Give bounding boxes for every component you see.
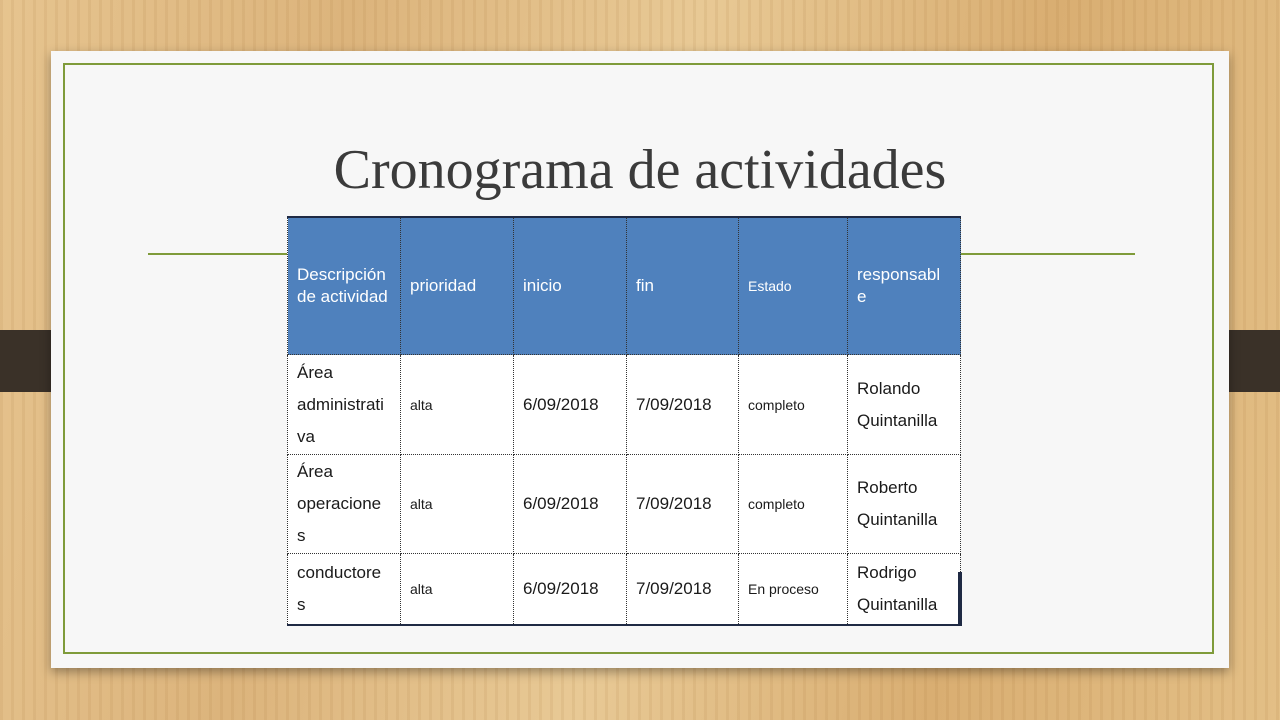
table-row [288,355,961,455]
header-estado: Estado [739,217,848,355]
cell-fin: 7/09/2018 [627,455,739,554]
cell-estado: completo [739,355,848,455]
cell-fin: 7/09/2018 [627,554,739,626]
table-header-row [288,217,961,355]
cell-prioridad: alta [401,455,514,554]
cell-responsable: Rodrigo Quintanilla [848,554,961,626]
cell-inicio: 6/09/2018 [514,455,627,554]
cell-descripcion: Área operacione s [288,455,401,554]
header-fin: fin [627,217,739,355]
header-descripcion: Descripción de actividad [288,217,401,355]
cell-responsable: Roberto Quintanilla [848,455,961,554]
table-edge-accent [958,572,962,626]
schedule-table [287,216,960,626]
cell-prioridad: alta [401,355,514,455]
cell-descripcion: Área administrati va [288,355,401,455]
title-rule-left [148,253,288,255]
cell-prioridad: alta [401,554,514,626]
title-rule-right [958,253,1135,255]
cell-inicio: 6/09/2018 [514,355,627,455]
header-responsable: responsabl e [848,217,961,355]
table-row [288,554,961,626]
table-row [288,455,961,554]
cell-estado: completo [739,455,848,554]
header-inicio: inicio [514,217,627,355]
header-prioridad: prioridad [401,217,514,355]
cell-inicio: 6/09/2018 [514,554,627,626]
slide-title: Cronograma de actividades [333,139,947,201]
cell-fin: 7/09/2018 [627,355,739,455]
cell-descripcion: conductore s [288,554,401,626]
cell-estado: En proceso [739,554,848,626]
cell-responsable: Rolando Quintanilla [848,355,961,455]
